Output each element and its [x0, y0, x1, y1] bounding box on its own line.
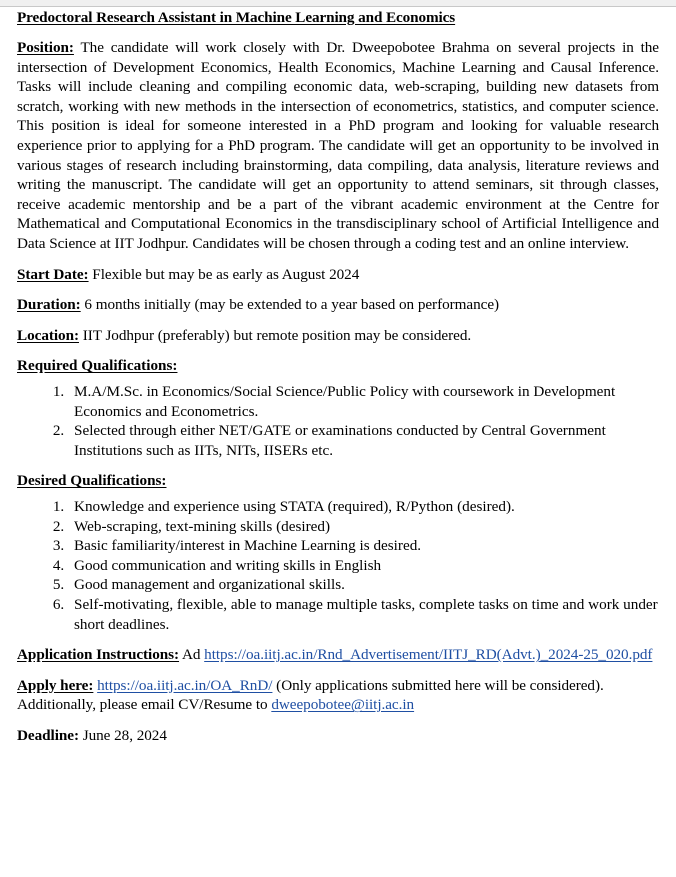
- document-content: [17, 8, 659, 756]
- location-paragraph: [17, 326, 659, 346]
- list-item: 1. M.A/M.Sc. in Economics/Social Science/Public Policy with coursework in Development Economics and Econometrics.: [68, 382, 659, 421]
- page-top-rule: [0, 0, 676, 7]
- application-instructions-prefix: Ad: [179, 646, 205, 664]
- application-portal-link[interactable]: https://oa.iitj.ac.in/OA_RnD/: [97, 676, 273, 694]
- position-body: The candidate will work closely with Dr. Dweepobotee Brahma on several projects in the intersection of Development Economics, Health Economics, Machine Learning and Causal Inference. Tasks will include cleaning and compiling economic data, web-scraping, building new datasets from scratch, working with new methods in the intersection of econometrics, statistics, and computer science. This position is ideal for someone interested in a PhD program and looking for valuable research experience prior to applying for a PhD program. The candidate will get an opportunity to be involved in various stages of research including brainstorming, data compiling, data analysis, literature reviews and writing the manuscript. The candidate will get an opportunity to attend seminars, sit through classes, receive academic mentorship and be a part of the vibrant academic environment at the Centre for Mathematical and Computational Economics in the transdisciplinary school of Artificial Intelligence and Data Science at IIT Jodhpur. Candidates will be chosen through a coding test and an online interview.: [17, 39, 659, 252]
- apply-here-label: Apply here:: [17, 676, 94, 694]
- start-date-body: Flexible but may be as early as August 2024: [88, 265, 360, 283]
- start-date-label: Start Date:: [17, 265, 89, 283]
- list-item: 4. Good communication and writing skills in English: [68, 556, 659, 576]
- list-item: 1. Knowledge and experience using STATA (required), R/Python (desired).: [68, 497, 659, 517]
- duration-body: 6 months initially (may be extended to a year based on performance): [80, 296, 500, 314]
- duration-paragraph: [17, 295, 659, 315]
- start-date-paragraph: [17, 265, 659, 285]
- advertisement-pdf-link[interactable]: https://oa.iitj.ac.in/Rnd_Advertisement/IITJ_RD(Advt.)_2024-25_020.pdf: [204, 646, 653, 664]
- application-instructions-label: Application Instructions:: [17, 646, 180, 664]
- required-qualifications-heading: Required Qualifications:: [17, 357, 178, 375]
- deadline-body: June 28, 2024: [78, 726, 167, 744]
- position-label: Position:: [17, 39, 74, 57]
- duration-label: Duration:: [17, 296, 81, 314]
- list-item: 6. Self-motivating, flexible, able to manage multiple tasks, complete tasks on time and work under short deadlines.: [68, 595, 659, 634]
- list-item: 5. Good management and organizational skills.: [68, 575, 659, 595]
- position-paragraph: [17, 38, 659, 254]
- desired-qualifications-heading: Desired Qualifications:: [17, 472, 167, 490]
- deadline-label: Deadline:: [17, 726, 79, 744]
- page-title: Predoctoral Research Assistant in Machine Learning and Economics: [17, 9, 456, 26]
- list-item: 2. Web-scraping, text-mining skills (desired): [68, 517, 659, 537]
- location-label: Location:: [17, 326, 79, 344]
- required-qualifications-list: [17, 382, 659, 460]
- list-item: 2. Selected through either NET/GATE or examinations conducted by Central Government Institutions such as IITs, NITs, IISERs etc.: [68, 421, 659, 460]
- apply-here-middle-text: (Only applications submitted here will be considered). Additionally, please email CV/Resume to: [17, 676, 604, 714]
- application-instructions-paragraph: [17, 645, 659, 665]
- deadline-paragraph: [17, 726, 659, 746]
- apply-here-paragraph: [17, 676, 659, 715]
- desired-qualifications-list: [17, 497, 659, 634]
- contact-email-link[interactable]: dweepobotee@iitj.ac.in: [271, 696, 415, 714]
- list-item: 3. Basic familiarity/interest in Machine Learning is desired.: [68, 536, 659, 556]
- location-body: IIT Jodhpur (preferably) but remote position may be considered.: [78, 326, 472, 344]
